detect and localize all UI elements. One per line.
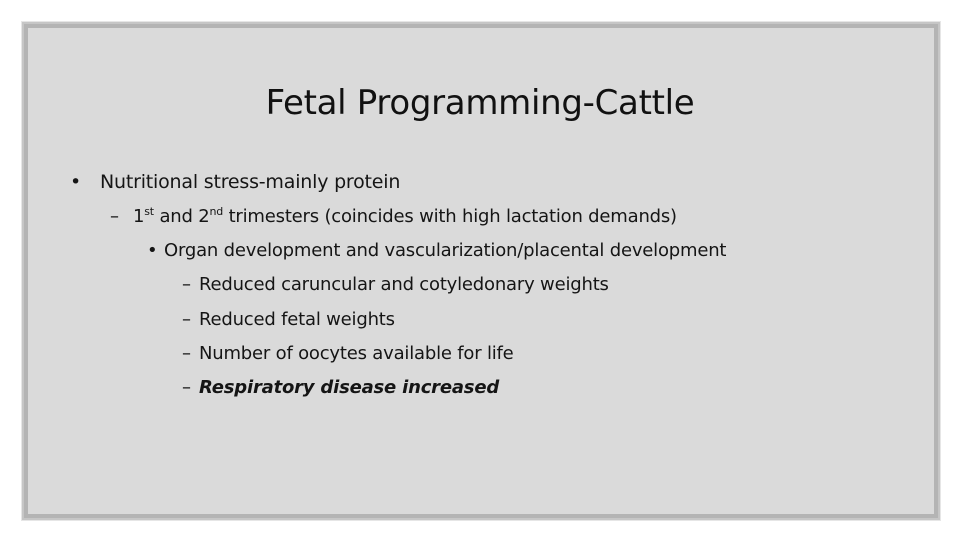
bullet-text-emphasized: Respiratory disease increased [199, 377, 500, 398]
bullet-text-trimesters: 1st and 2nd trimesters (coincides with high lactation demands) [133, 205, 677, 227]
bullet-marker: – [110, 206, 119, 227]
bullet-text: Reduced caruncular and cotyledonary weights [199, 274, 609, 295]
bullet-text: Nutritional stress-mainly protein [100, 171, 401, 193]
bullet-marker: • [147, 240, 158, 261]
bullet-marker: – [182, 343, 191, 364]
bullet-text: Organ development and vascularization/placental development [164, 240, 727, 261]
slide-title: Fetal Programming-Cattle [265, 83, 695, 123]
bullet-marker: – [182, 274, 191, 295]
bullet-text: Reduced fetal weights [199, 309, 395, 330]
bullet-text: Number of oocytes available for life [199, 343, 514, 364]
bullet-marker: • [70, 171, 82, 193]
bullet-marker: – [182, 377, 191, 398]
bullet-marker: – [182, 309, 191, 330]
